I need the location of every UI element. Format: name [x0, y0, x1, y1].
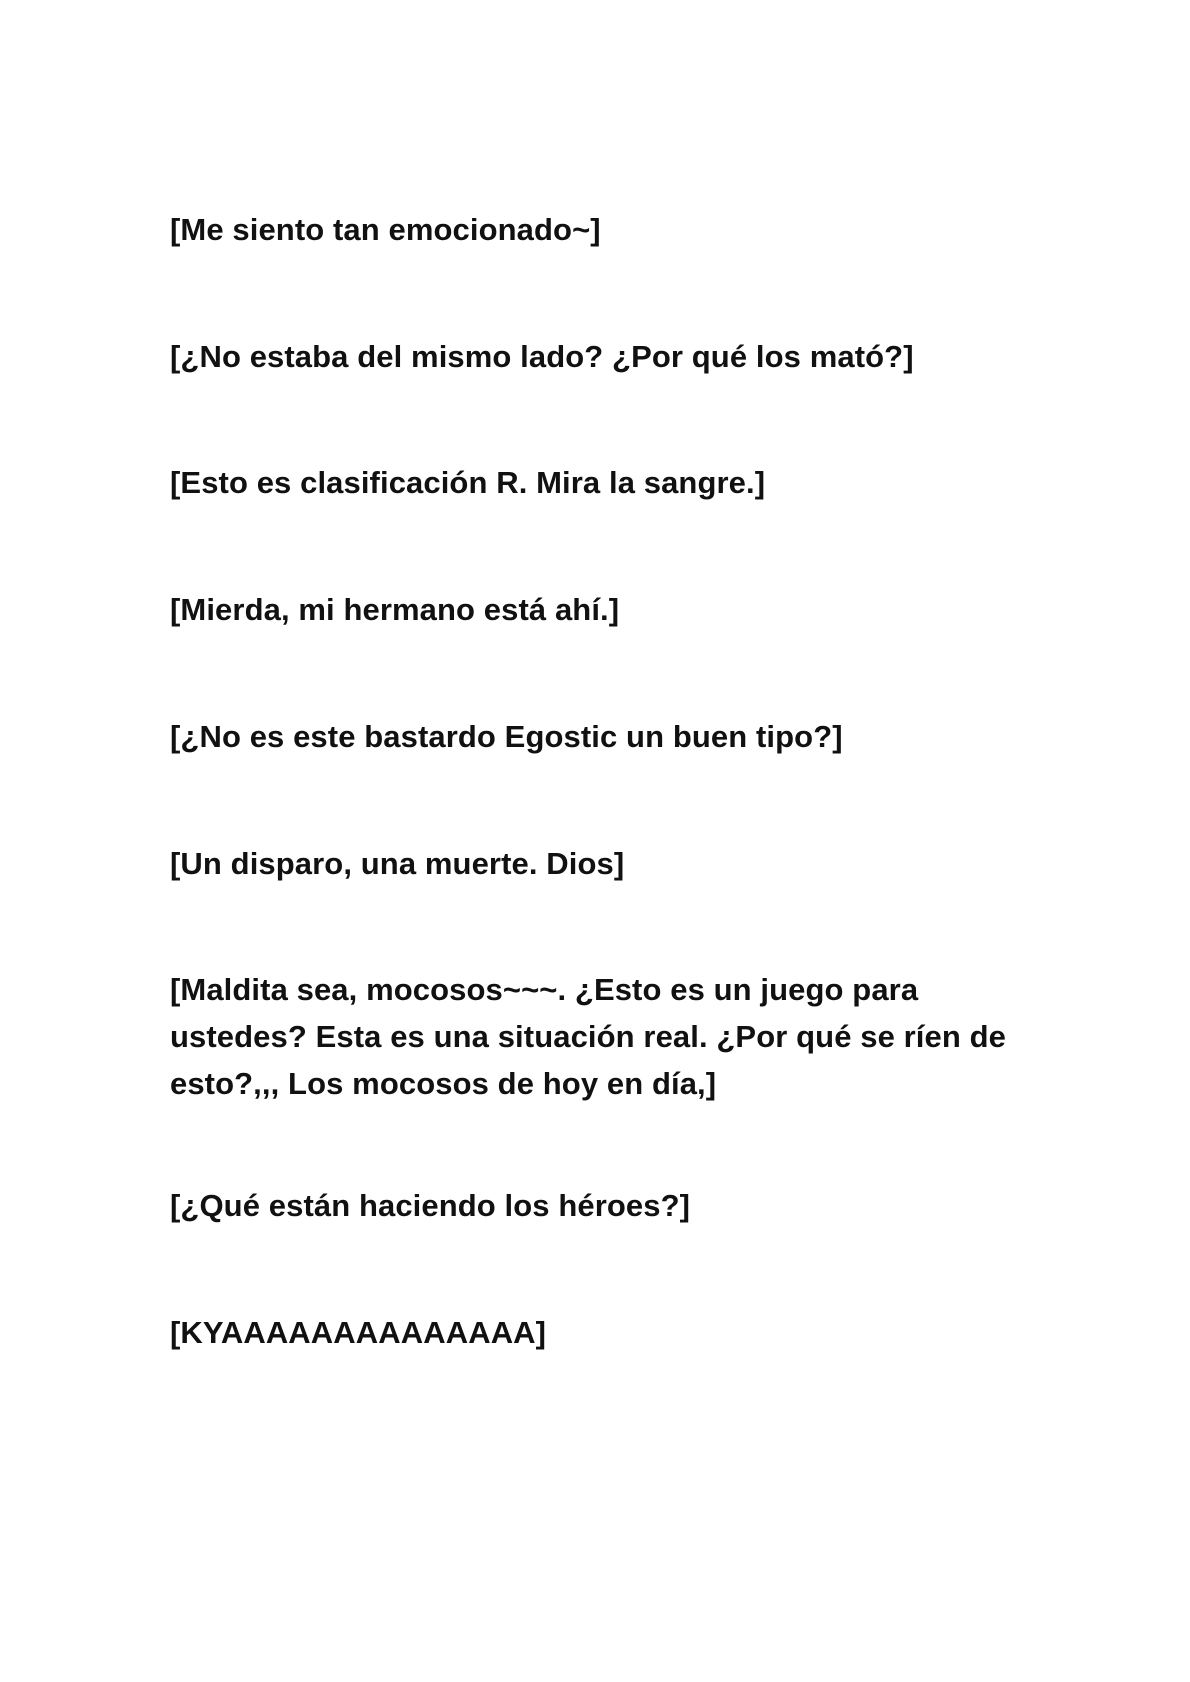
dialogue-paragraph: [Maldita sea, mocosos~~~. ¿Esto es un juego para ustedes? Esta es una situación real. ¿Por qué se ríen de esto?,,, Los mocosos de hoy en día,] [170, 972, 1006, 1101]
dialogue-line: [Un disparo, una muerte. Dios] [170, 846, 625, 881]
dialogue-line: [KYAAAAAAAAAAAAAA] [170, 1315, 547, 1350]
dialogue-line: [¿No es este bastardo Egostic un buen tipo?] [170, 719, 843, 754]
dialogue-line: [¿Qué están haciendo los héroes?] [170, 1188, 691, 1223]
dialogue-line: [Esto es clasificación R. Mira la sangre.] [170, 465, 766, 500]
dialogue-line: [Mierda, mi hermano está ahí.] [170, 592, 620, 627]
dialogue-line: [Me siento tan emocionado~] [170, 212, 601, 247]
dialogue-line: [¿No estaba del mismo lado? ¿Por qué los mató?] [170, 339, 914, 374]
